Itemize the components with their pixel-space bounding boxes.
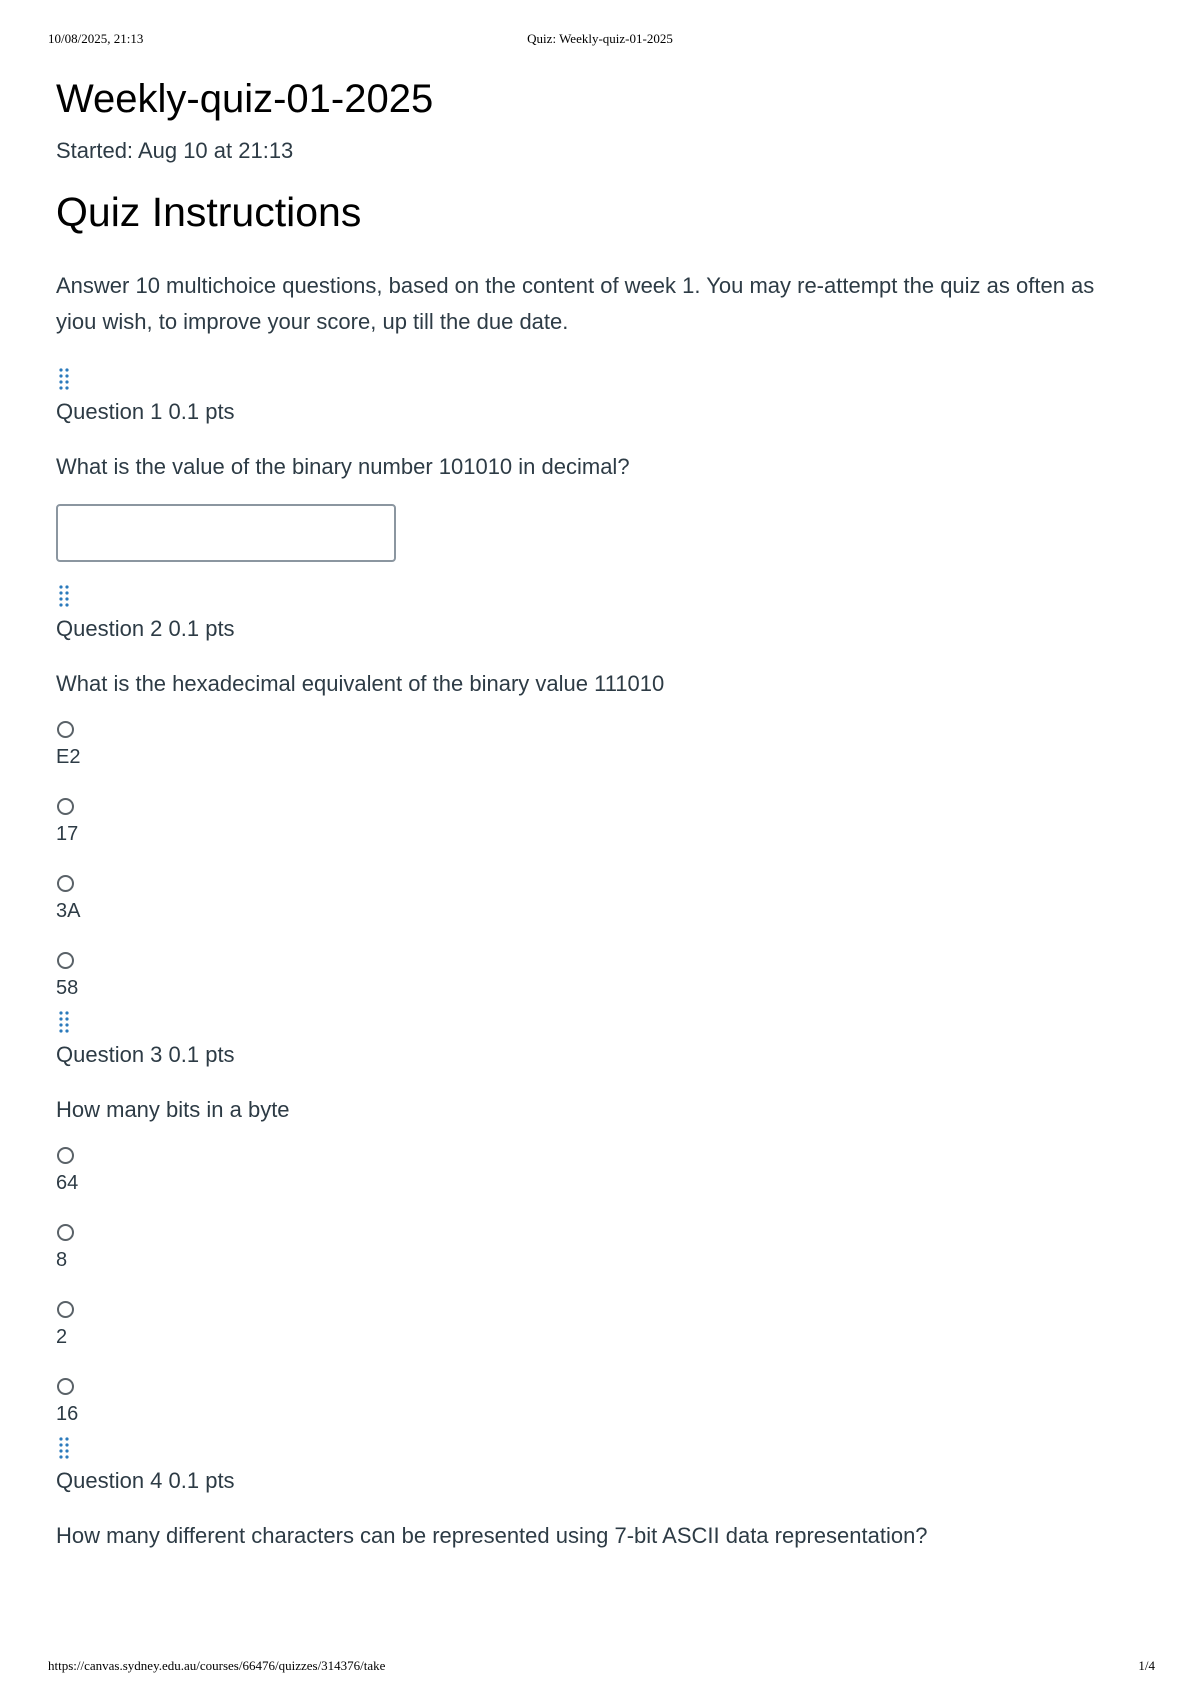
answer-label[interactable]: 64	[56, 1172, 79, 1194]
answer-label[interactable]: 16	[56, 1403, 79, 1425]
question-header: Question 2 0.1 pts	[56, 616, 235, 641]
answer-option[interactable]	[56, 798, 1146, 875]
answer-option[interactable]	[56, 952, 1146, 999]
print-page-number: 1/4	[1138, 1658, 1155, 1673]
answer-option[interactable]	[56, 721, 1146, 798]
question-header: Question 1 0.1 pts	[56, 399, 235, 424]
radio-unchecked-icon[interactable]	[57, 721, 74, 738]
radio-unchecked-icon[interactable]	[57, 1224, 74, 1241]
answer-option[interactable]	[56, 1224, 1146, 1301]
question-header: Question 4 0.1 pts	[56, 1468, 235, 1493]
radio-unchecked-icon[interactable]	[57, 1378, 74, 1395]
radio-unchecked-icon[interactable]	[57, 952, 74, 969]
quiz-content	[56, 70, 1146, 1551]
answer-options	[56, 1147, 1146, 1425]
question-text: What is the value of the binary number 101010 in decimal?	[56, 454, 630, 479]
print-header	[0, 31, 1200, 49]
print-datetime: 10/08/2025, 21:13	[48, 31, 144, 46]
answer-label[interactable]: 3A	[56, 900, 81, 922]
print-footer	[0, 1658, 1200, 1676]
answer-option[interactable]	[56, 1301, 1146, 1378]
quiz-title: Weekly-quiz-01-2025	[56, 77, 434, 121]
answer-option[interactable]	[56, 875, 1146, 952]
answer-label[interactable]: 17	[56, 823, 79, 845]
answer-option[interactable]	[56, 1147, 1146, 1224]
question-2	[56, 584, 1146, 999]
radio-unchecked-icon[interactable]	[57, 1301, 74, 1318]
answer-label[interactable]: E2	[56, 746, 81, 768]
question-1	[56, 367, 1146, 562]
question-3	[56, 1010, 1146, 1425]
quiz-instructions-heading: Quiz Instructions	[56, 189, 362, 235]
question-text: How many different characters can be represented using 7-bit ASCII data representation?	[56, 1523, 928, 1548]
answer-label[interactable]: 2	[56, 1326, 68, 1348]
radio-unchecked-icon[interactable]	[57, 1147, 74, 1164]
radio-unchecked-icon[interactable]	[57, 798, 74, 815]
drag-handle-icon[interactable]	[56, 1010, 72, 1036]
drag-handle-icon[interactable]	[56, 1436, 72, 1462]
answer-label[interactable]: 58	[56, 977, 79, 999]
print-page-title: Quiz: Weekly-quiz-01-2025	[527, 31, 673, 46]
print-url: https://canvas.sydney.edu.au/courses/66476/quizzes/314376/take	[48, 1658, 386, 1673]
answer-options	[56, 721, 1146, 999]
radio-unchecked-icon[interactable]	[57, 875, 74, 892]
drag-handle-icon[interactable]	[56, 367, 72, 393]
quiz-started-time: Started: Aug 10 at 21:13	[56, 138, 294, 163]
quiz-instructions-text: Answer 10 multichoice questions, based on the content of week 1. You may re-attempt the quiz as often as yiou wish, to improve your score, up till the due date.	[56, 273, 1095, 334]
drag-handle-icon[interactable]	[56, 584, 72, 610]
question-text: How many bits in a byte	[56, 1097, 290, 1122]
answer-label[interactable]: 8	[56, 1249, 68, 1271]
answer-option[interactable]	[56, 1378, 1146, 1425]
answer-input[interactable]	[56, 504, 396, 562]
question-4	[56, 1436, 1146, 1551]
question-text: What is the hexadecimal equivalent of the binary value 111010	[56, 671, 665, 696]
question-header: Question 3 0.1 pts	[56, 1042, 235, 1067]
